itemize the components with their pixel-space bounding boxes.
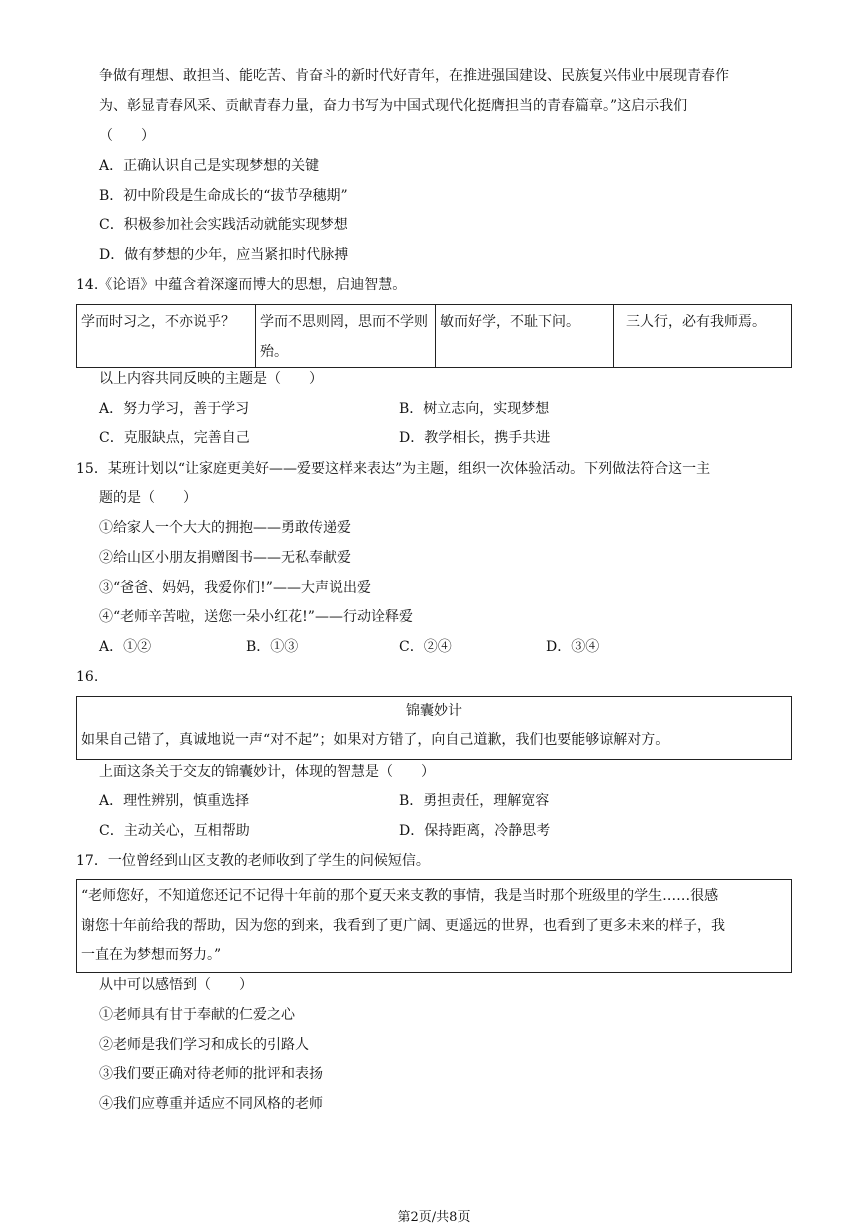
- q15-stem-line1: 15．某班计划以“让家庭更美好——爱要这样来表达”为主题，组织一次体验活动。下列做法符合这一主: [76, 461, 711, 477]
- q13-option-d: D．做有梦想的少年，应当紧扣时代脉搏: [99, 247, 349, 263]
- q14-option-a: A．努力学习，善于学习: [99, 401, 250, 417]
- q17-message-line1: “老师您好，不知道您还记不记得十年前的那个夏天来支教的事情，我是当时那个班级里的学生……很感: [81, 888, 719, 904]
- q16-number: 16.: [76, 669, 99, 685]
- q14-option-c: C．克服缺点，完善自己: [99, 430, 250, 446]
- q14-option-b: B．树立志向，实现梦想: [399, 401, 550, 417]
- q16-option-a: A．理性辨别，慎重选择: [99, 793, 250, 809]
- q14-quote-cell: 敏而好学，不耻下问。: [435, 305, 613, 367]
- q17-item-2: ②老师是我们学习和成长的引路人: [99, 1037, 309, 1053]
- q14-option-d: D．教学相长，携手共进: [399, 430, 551, 446]
- q13-stem-line3: （ ）: [99, 128, 155, 144]
- q15-item-4: ④“老师辛苦啦，送您一朵小红花!”——行动诠释爱: [99, 609, 413, 625]
- q15-item-2: ②给山区小朋友捐赠图书——无私奉献爱: [99, 550, 351, 566]
- q14-quote-cell: 三人行，必有我师焉。: [613, 305, 791, 367]
- q15-item-1: ①给家人一个大大的拥抱——勇敢传递爱: [99, 520, 351, 536]
- q17-message-box: [76, 879, 792, 973]
- q14-quote-cell: 学而时习之，不亦说乎？: [81, 314, 235, 330]
- q17-message-line3: 一直在为梦想而努力。”: [81, 947, 222, 963]
- q16-tip-text: 如果自己错了，真诚地说一声“对不起”；如果对方错了，向自己道歉，我们也要能够谅解对方。: [81, 732, 670, 748]
- q14-question: 以上内容共同反映的主题是（ ）: [99, 371, 323, 387]
- q14-quote-cell: 学而不思则罔，思而不学则殆。: [255, 305, 435, 367]
- q16-tip-box: [76, 696, 792, 760]
- q15-option-d: D．③④: [546, 639, 600, 655]
- q17-item-3: ③我们要正确对待老师的批评和表扬: [99, 1066, 323, 1082]
- q17-stem: 17．一位曾经到山区支教的老师收到了学生的问候短信。: [76, 853, 430, 869]
- q17-item-4: ④我们应尊重并适应不同风格的老师: [99, 1096, 323, 1112]
- q15-option-b: B．①③: [246, 639, 299, 655]
- q13-option-c: C．积极参加社会实践活动就能实现梦想: [99, 217, 348, 233]
- q16-option-c: C．主动关心，互相帮助: [99, 823, 250, 839]
- q17-message-line2: 谢您十年前给我的帮助，因为您的到来，我看到了更广阔、更遥远的世界，也看到了更多未来的样子，我: [81, 918, 725, 934]
- q15-option-a: A．①②: [99, 639, 152, 655]
- q15-stem-line2: 题的是（ ）: [99, 490, 197, 506]
- q16-question: 上面这条关于交友的锦囊妙计，体现的智慧是（ ）: [99, 764, 435, 780]
- q16-option-d: D．保持距离，冷静思考: [399, 823, 551, 839]
- q13-option-b: B．初中阶段是生命成长的“拔节孕穗期”: [99, 188, 348, 204]
- page-number-footer: 第2页/共8页: [397, 1210, 471, 1225]
- q16-tip-title: 锦囊妙计: [406, 703, 462, 719]
- q16-option-b: B．勇担责任，理解宽容: [399, 793, 550, 809]
- q15-item-3: ③“爸爸、妈妈，我爱你们!”——大声说出爱: [99, 580, 371, 596]
- q17-item-1: ①老师具有甘于奉献的仁爱之心: [99, 1007, 295, 1023]
- q14-quote-table: [76, 304, 792, 368]
- q15-option-c: C．②④: [399, 639, 452, 655]
- q17-question: 从中可以感悟到（ ）: [99, 977, 253, 993]
- q13-stem-line2: 为、彰显青春风采、贡献青春力量，奋力书写为中国式现代化挺膺担当的青春篇章。”这启示我们: [99, 98, 688, 114]
- q13-option-a: A．正确认识自己是实现梦想的关键: [99, 158, 320, 174]
- q13-stem-line1: 争做有理想、敢担当、能吃苦、肯奋斗的新时代好青年，在推进强国建设、民族复兴伟业中展现青春作: [99, 68, 729, 84]
- q14-stem: 14.《论语》中蕴含着深邃而博大的思想，启迪智慧。: [76, 277, 407, 293]
